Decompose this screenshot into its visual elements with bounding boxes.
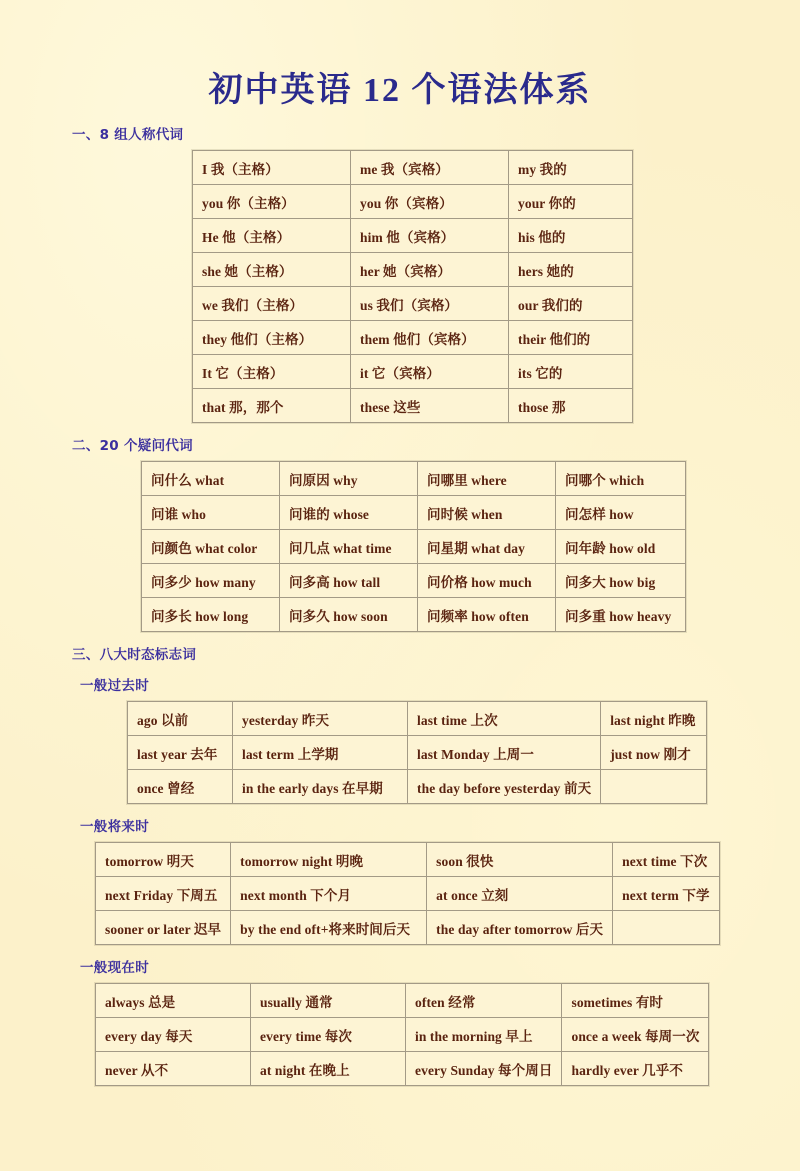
- interrogative-table-wrapper: [0, 461, 800, 632]
- table-cell: tomorrow 明天: [96, 843, 231, 877]
- table-cell: I 我（主格）: [193, 151, 351, 185]
- table-cell: sometimes 有时: [562, 984, 709, 1018]
- table-cell: these 这些: [351, 389, 509, 423]
- table-cell: 问哪里 where: [418, 462, 556, 496]
- table-row: [193, 219, 633, 253]
- table-cell: 问什么 what: [142, 462, 280, 496]
- table-cell: soon 很快: [427, 843, 613, 877]
- table-cell: 问多长 how long: [142, 598, 280, 632]
- table-row: [193, 389, 633, 423]
- table-cell: your 你的: [509, 185, 633, 219]
- table-cell: me 我（宾格）: [351, 151, 509, 185]
- pronoun-table-body: [193, 151, 633, 423]
- table-cell: 问多重 how heavy: [556, 598, 686, 632]
- table-row: [96, 984, 709, 1018]
- table-cell: next Friday 下周五: [96, 877, 231, 911]
- subsection-heading-present-simple: 一般现在时: [80, 960, 149, 977]
- table-row: [128, 702, 707, 736]
- table-cell: last Monday 上周一: [408, 736, 601, 770]
- table-cell: He 他（主格）: [193, 219, 351, 253]
- table-cell: we 我们（主格）: [193, 287, 351, 321]
- table-cell: its 它的: [509, 355, 633, 389]
- table-cell: every day 每天: [96, 1018, 251, 1052]
- table-cell: 问谁 who: [142, 496, 280, 530]
- present-simple-marker-table: [95, 983, 709, 1086]
- table-cell: her 她（宾格）: [351, 253, 509, 287]
- section-heading-interrogatives: 二、20 个疑问代词: [72, 438, 193, 455]
- table-row: [128, 736, 707, 770]
- table-cell: those 那: [509, 389, 633, 423]
- table-cell: them 他们（宾格）: [351, 321, 509, 355]
- table-cell: at once 立刻: [427, 877, 613, 911]
- past-simple-marker-table: [127, 701, 707, 804]
- table-cell: 问多久 how soon: [280, 598, 418, 632]
- table-row: [142, 530, 686, 564]
- interrogative-table-body: [142, 462, 686, 632]
- table-cell: 问多大 how big: [556, 564, 686, 598]
- table-cell: 问几点 what time: [280, 530, 418, 564]
- table-cell: at night 在晚上: [251, 1052, 406, 1086]
- table-cell: 问频率 how often: [418, 598, 556, 632]
- table-cell: you 你（宾格）: [351, 185, 509, 219]
- table-cell: 问哪个 which: [556, 462, 686, 496]
- table-row: [193, 151, 633, 185]
- table-row: [193, 253, 633, 287]
- table-cell-empty: [613, 911, 719, 945]
- table-cell: last night 昨晚: [601, 702, 707, 736]
- table-cell: tomorrow night 明晚: [231, 843, 427, 877]
- table-cell: it 它（宾格）: [351, 355, 509, 389]
- present-tense-table-wrapper: [0, 983, 800, 1086]
- table-cell: 问颜色 what color: [142, 530, 280, 564]
- table-cell: his 他的: [509, 219, 633, 253]
- table-row: [193, 321, 633, 355]
- page-title: 初中英语 12 个语法体系: [208, 72, 592, 109]
- table-cell: him 他（宾格）: [351, 219, 509, 253]
- table-cell: 问怎样 how: [556, 496, 686, 530]
- table-cell: the day after tomorrow 后天: [427, 911, 613, 945]
- table-cell: hers 她的: [509, 253, 633, 287]
- section-heading-tense-markers: 三、八大时态标志词: [72, 647, 197, 664]
- table-cell: once a week 每周一次: [562, 1018, 709, 1052]
- table-cell-empty: [601, 770, 707, 804]
- table-row: [96, 843, 720, 877]
- table-cell: 问多高 how tall: [280, 564, 418, 598]
- table-cell: usually 通常: [251, 984, 406, 1018]
- table-cell: always 总是: [96, 984, 251, 1018]
- table-cell: that 那，那个: [193, 389, 351, 423]
- table-cell: 问年龄 how old: [556, 530, 686, 564]
- past-tense-table-body: [128, 702, 707, 804]
- table-row: [193, 287, 633, 321]
- personal-pronoun-table: [192, 150, 633, 423]
- interrogative-pronoun-table: [141, 461, 686, 632]
- table-cell: 问时候 when: [418, 496, 556, 530]
- table-cell: often 经常: [406, 984, 562, 1018]
- table-row: [193, 355, 633, 389]
- table-row: [142, 496, 686, 530]
- table-cell: It 它（主格）: [193, 355, 351, 389]
- table-cell: our 我们的: [509, 287, 633, 321]
- table-cell: just now 刚才: [601, 736, 707, 770]
- subsection-heading-future-simple: 一般将来时: [80, 819, 149, 836]
- table-cell: sooner or later 迟早: [96, 911, 231, 945]
- table-row: [96, 1018, 709, 1052]
- table-row: [193, 185, 633, 219]
- table-cell: by the end oft+将来时间后天: [231, 911, 427, 945]
- table-cell: 问多少 how many: [142, 564, 280, 598]
- table-cell: every Sunday 每个周日: [406, 1052, 562, 1086]
- table-cell: last term 上学期: [233, 736, 408, 770]
- table-cell: the day before yesterday 前天: [408, 770, 601, 804]
- present-tense-table-body: [96, 984, 709, 1086]
- table-cell: 问价格 how much: [418, 564, 556, 598]
- table-cell: us 我们（宾格）: [351, 287, 509, 321]
- table-row: [96, 1052, 709, 1086]
- table-cell: they 他们（主格）: [193, 321, 351, 355]
- table-cell: their 他们的: [509, 321, 633, 355]
- table-cell: she 她（主格）: [193, 253, 351, 287]
- table-cell: next month 下个月: [231, 877, 427, 911]
- past-tense-table-wrapper: [0, 701, 800, 804]
- future-tense-table-wrapper: [0, 842, 800, 945]
- table-cell: in the morning 早上: [406, 1018, 562, 1052]
- table-row: [142, 564, 686, 598]
- table-cell: you 你（主格）: [193, 185, 351, 219]
- table-cell: next term 下学: [613, 877, 719, 911]
- table-cell: yesterday 昨天: [233, 702, 408, 736]
- table-row: [128, 770, 707, 804]
- subsection-heading-past-simple: 一般过去时: [80, 678, 149, 695]
- table-row: [96, 877, 720, 911]
- table-cell: my 我的: [509, 151, 633, 185]
- future-simple-marker-table: [95, 842, 720, 945]
- future-tense-table-body: [96, 843, 720, 945]
- table-cell: once 曾经: [128, 770, 233, 804]
- pronoun-table-wrapper: [0, 150, 800, 423]
- table-cell: last time 上次: [408, 702, 601, 736]
- table-cell: ago 以前: [128, 702, 233, 736]
- table-cell: in the early days 在早期: [233, 770, 408, 804]
- table-cell: last year 去年: [128, 736, 233, 770]
- table-cell: 问谁的 whose: [280, 496, 418, 530]
- table-cell: 问星期 what day: [418, 530, 556, 564]
- table-cell: never 从不: [96, 1052, 251, 1086]
- table-row: [96, 911, 720, 945]
- section-heading-pronouns: 一、8 组人称代词: [72, 127, 184, 144]
- table-row: [142, 598, 686, 632]
- table-cell: next time 下次: [613, 843, 719, 877]
- table-cell: hardly ever 几乎不: [562, 1052, 709, 1086]
- table-row: [142, 462, 686, 496]
- table-cell: 问原因 why: [280, 462, 418, 496]
- table-cell: every time 每次: [251, 1018, 406, 1052]
